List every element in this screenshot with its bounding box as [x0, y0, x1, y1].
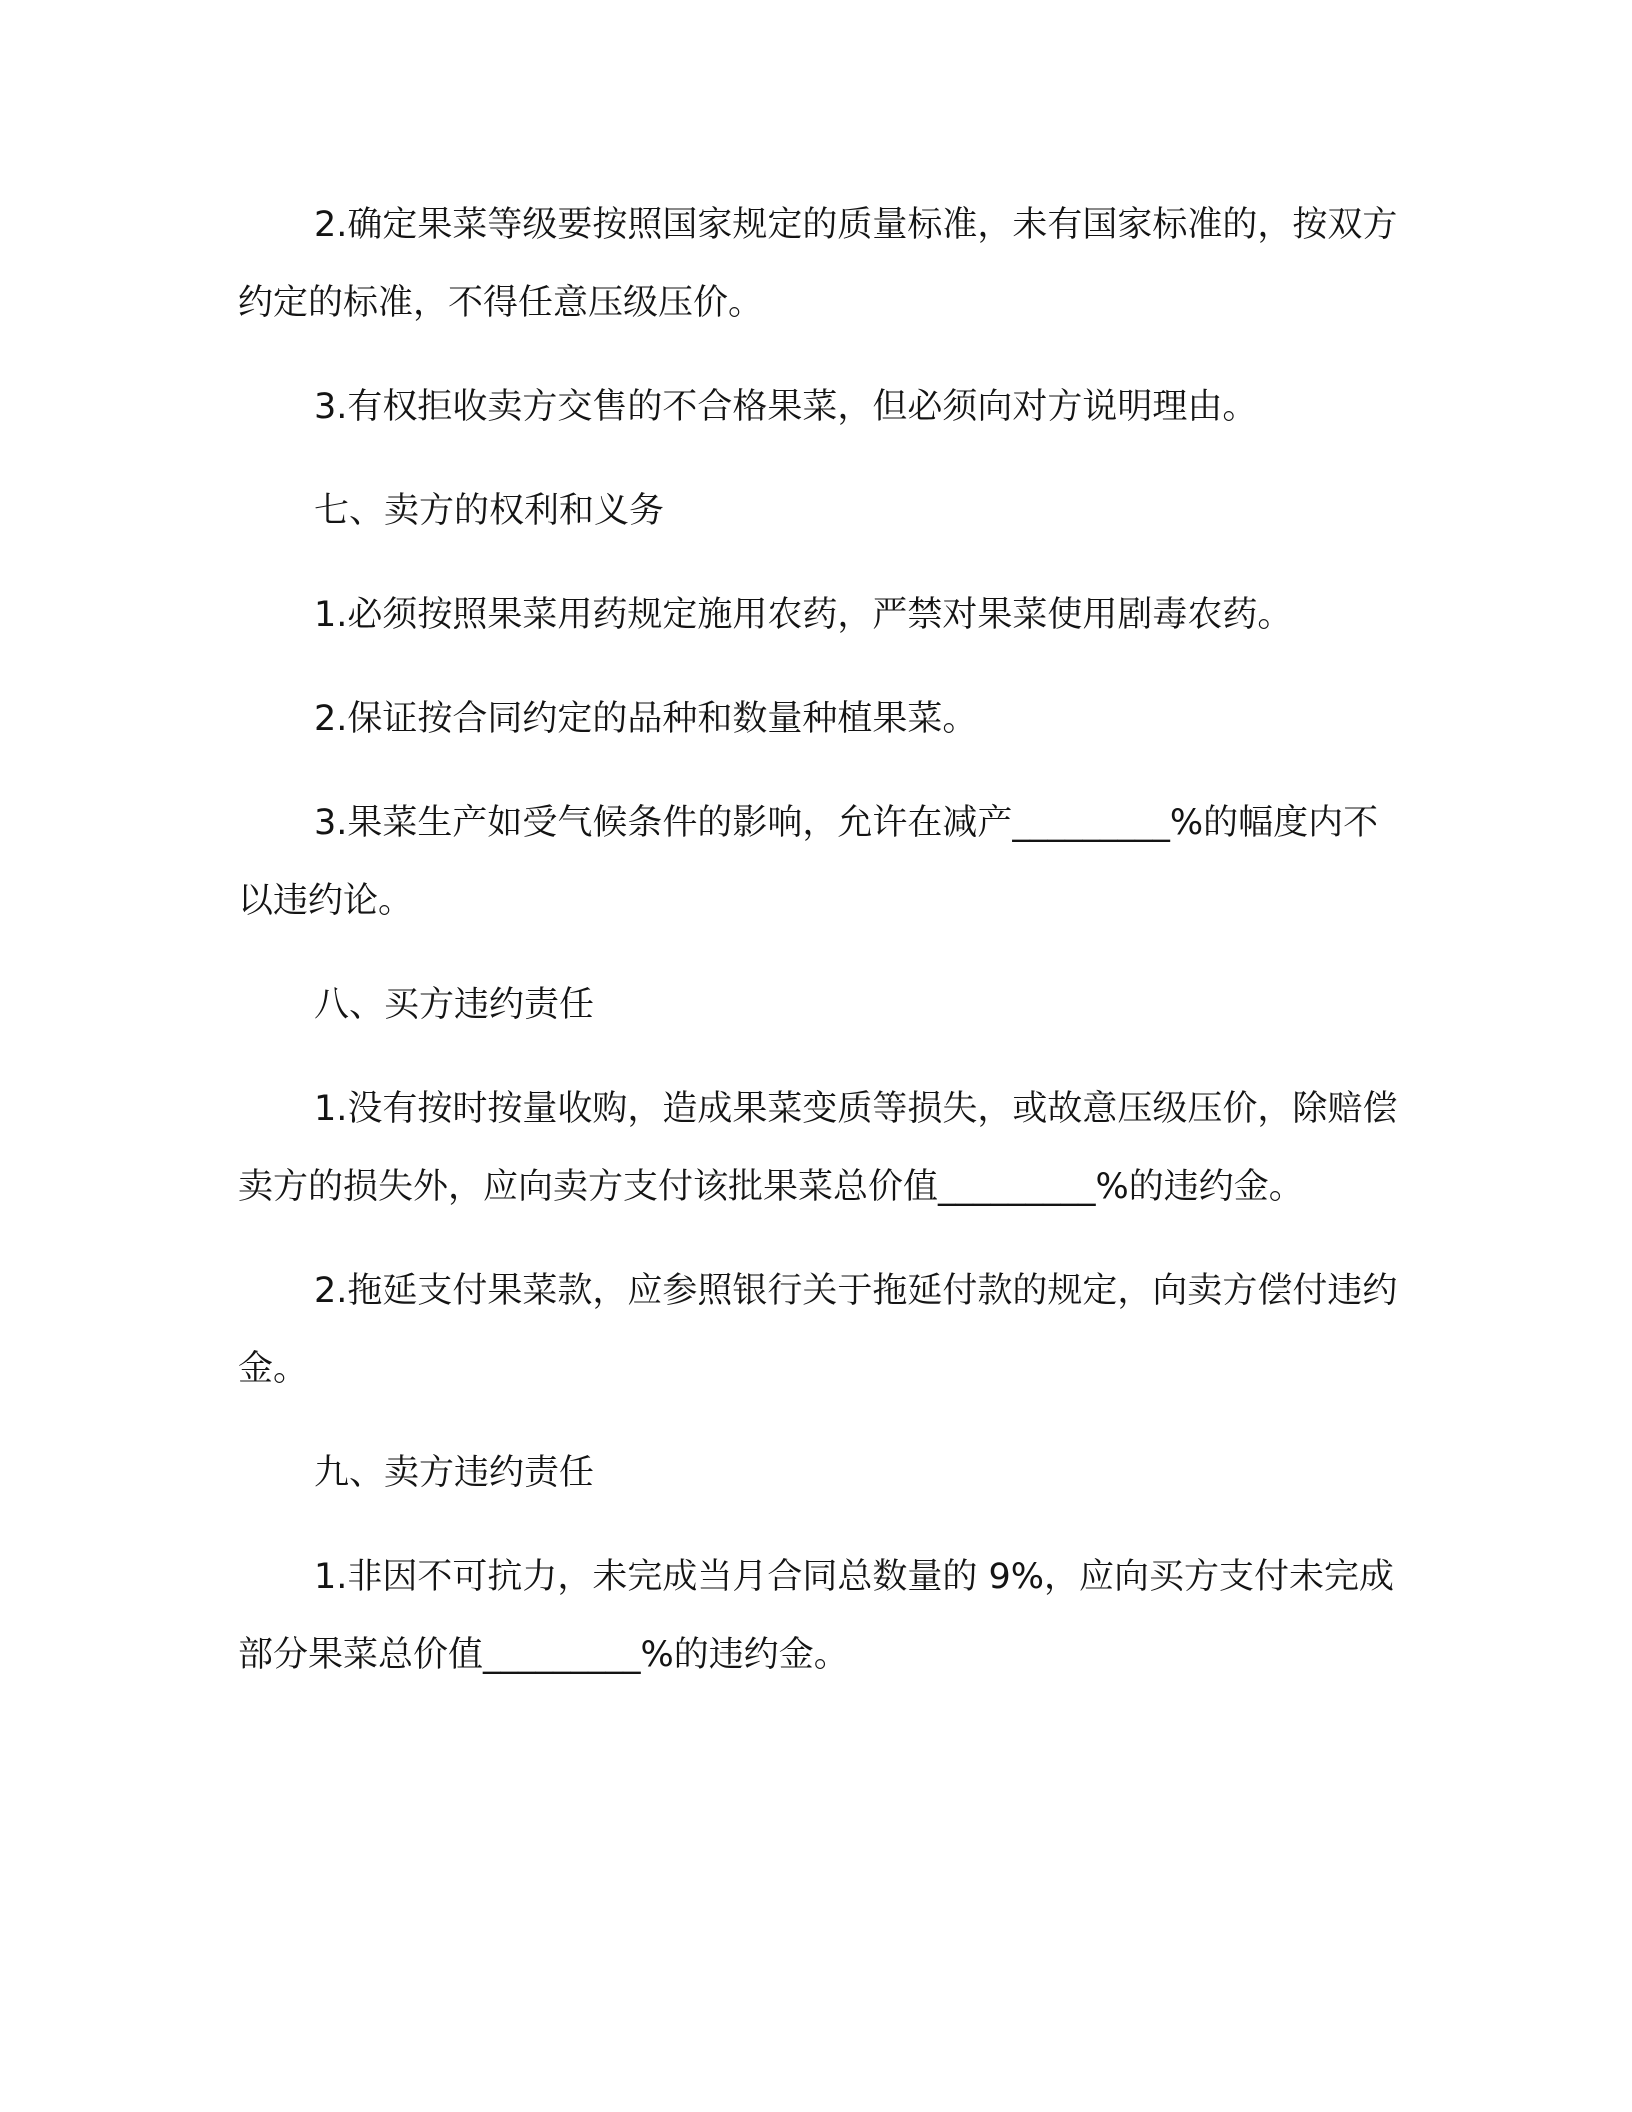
section-9-heading: 九、卖方违约责任	[314, 1453, 595, 1493]
clause-8-2: 2.拖延支付果菜款，应参照银行关于拖延付款的规定，向卖方偿付违约金。	[238, 1271, 1398, 1389]
clause-7-1: 1.必须按照果菜用药规定施用农药，严禁对果菜使用剧毒农药。	[314, 595, 1293, 635]
clause-7-2: 2.保证按合同约定的品种和数量种植果菜。	[314, 699, 978, 739]
clause-6-2: 2.确定果菜等级要按照国家规定的质量标准，未有国家标准的，按双方约定的标准，不得任意压级压价。	[238, 205, 1398, 323]
clause-8-1: 1.没有按时按量收购，造成果菜变质等损失，或故意压级压价，除赔偿卖方的损失外，应向卖方支付该批果菜总价值_________%的违约金。	[238, 1089, 1398, 1207]
clause-6-3: 3.有权拒收卖方交售的不合格果菜，但必须向对方说明理由。	[314, 387, 1258, 427]
section-7-heading: 七、卖方的权利和义务	[314, 491, 665, 531]
document-body	[238, 186, 1408, 1720]
clause-7-3: 3.果菜生产如受气候条件的影响，允许在减产_________%的幅度内不以违约论。	[238, 803, 1379, 921]
section-8-heading: 八、买方违约责任	[314, 985, 595, 1025]
clause-9-1: 1.非因不可抗力，未完成当月合同总数量的 9%，应向买方支付未完成部分果菜总价值_________%的违约金。	[238, 1557, 1395, 1675]
